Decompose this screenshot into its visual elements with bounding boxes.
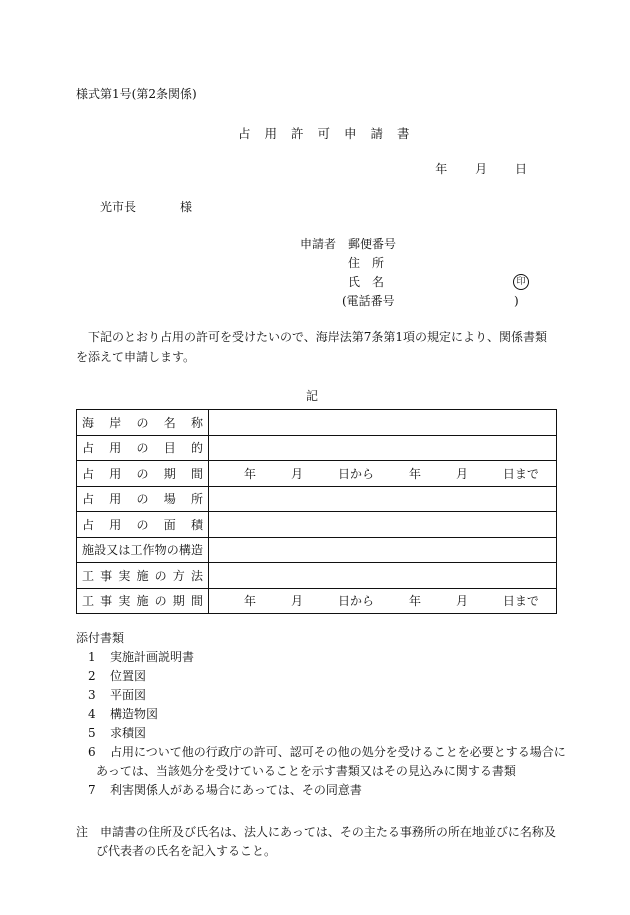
- addressee: [100, 198, 192, 215]
- note: [76, 823, 556, 861]
- period-unit: 日から: [337, 594, 374, 609]
- row-label: [77, 512, 209, 538]
- phone-label: (電話番号: [342, 294, 395, 308]
- addressee-name: 光市長: [100, 200, 137, 214]
- period-unit: 年: [244, 466, 257, 481]
- form-number: 様式第1号(第2条関係): [76, 87, 197, 101]
- attachments-title: 添付書類: [76, 631, 125, 645]
- list-item-text: 占用について他の行政庁の許可、認可その他の処分を受けることを必要とする場合に: [110, 745, 566, 759]
- row-label-text: 工 事 実 施 の 方 法: [82, 568, 203, 583]
- row-value[interactable]: [209, 410, 557, 436]
- note-text: 申請書の住所及び氏名は、法人にあっては、その主たる事務所の所在地並びに名称及: [100, 825, 556, 839]
- list-item-text: 利害関係人がある場合にあっては、その同意書: [110, 783, 362, 797]
- list-item-text: 構造物図: [110, 707, 159, 721]
- table-row: [77, 435, 557, 461]
- row-label-text: 占 用 の 面 積: [82, 517, 203, 532]
- row-value[interactable]: [209, 588, 557, 614]
- period-unit: 年: [408, 594, 421, 609]
- row-label-text: 海 岸 の 名 称: [82, 415, 203, 430]
- note-label: 注: [76, 825, 89, 839]
- row-value[interactable]: [209, 512, 557, 538]
- list-item-number: 1: [88, 650, 96, 664]
- row-label-text: 工 事 実 施 の 期 間: [82, 594, 203, 609]
- list-item-number: 2: [88, 669, 96, 683]
- list-item-number: 5: [88, 726, 96, 740]
- list-item: [76, 648, 566, 667]
- date-day: 日: [514, 162, 527, 176]
- table-row: [77, 410, 557, 436]
- list-item: [76, 705, 566, 724]
- period-unit: 月: [455, 466, 468, 481]
- list-item: [76, 743, 566, 762]
- row-label-text: 占 用 の 期 間: [82, 466, 203, 481]
- row-label-text: 占 用 の 場 所: [82, 492, 203, 507]
- request-statement: 下記のとおり占用の許可を受けたいので、海岸法第7条第1項の規定により、関係書類を添えて申請します。: [76, 330, 548, 364]
- period-field: [214, 465, 551, 482]
- list-item-text: 位置図: [110, 669, 147, 683]
- list-item: [76, 724, 566, 743]
- list-item: [76, 686, 566, 705]
- row-label: [77, 563, 209, 589]
- note-text-cont: び代表者の氏名を記入すること。: [96, 844, 277, 858]
- period-unit: 年: [244, 594, 257, 609]
- table-row: [77, 461, 557, 487]
- list-item: [76, 781, 566, 800]
- list-item-number: 6: [88, 745, 96, 759]
- attachments: [76, 629, 566, 800]
- addressee-honorific: 様: [180, 200, 193, 214]
- period-unit: 月: [455, 594, 468, 609]
- applicant-label: 申請者: [300, 237, 337, 251]
- table-row: [77, 563, 557, 589]
- row-value[interactable]: [209, 461, 557, 487]
- seal-icon: 印: [513, 274, 529, 290]
- period-unit: 年: [408, 466, 421, 481]
- period-unit: 日から: [337, 466, 374, 481]
- row-label: [77, 537, 209, 563]
- row-label: [77, 588, 209, 614]
- list-item-number: 4: [88, 707, 96, 721]
- table-row: [77, 537, 557, 563]
- period-field: [214, 592, 551, 609]
- document-title: 占用許可申請書: [238, 126, 424, 141]
- period-unit: 日まで: [502, 594, 539, 609]
- list-item-text: 実施計画説明書: [110, 650, 195, 664]
- applicant-block: [300, 235, 530, 311]
- row-label: [77, 410, 209, 436]
- row-value[interactable]: [209, 537, 557, 563]
- row-label: [77, 461, 209, 487]
- list-item-continuation: あっては、当該処分を受けていることを示す書類又はその見込みに関する書類: [96, 764, 516, 778]
- row-label: [77, 435, 209, 461]
- date-month: 月: [475, 162, 488, 176]
- name-label: 氏 名: [348, 275, 385, 289]
- row-label-text: 占 用 の 目 的: [82, 441, 203, 456]
- list-item: [76, 667, 566, 686]
- postal-code-label: 郵便番号: [348, 237, 397, 251]
- period-unit: 月: [290, 594, 303, 609]
- phone-close-paren: ): [514, 294, 519, 308]
- period-unit: 日まで: [502, 466, 539, 481]
- table-row: [77, 512, 557, 538]
- row-label: [77, 486, 209, 512]
- list-item-number: 7: [88, 783, 96, 797]
- period-unit: 月: [290, 466, 303, 481]
- date-line: [0, 160, 527, 177]
- list-item-text: 平面図: [110, 688, 147, 702]
- row-value[interactable]: [209, 563, 557, 589]
- row-value[interactable]: [209, 435, 557, 461]
- date-year: 年: [435, 162, 448, 176]
- address-label: 住 所: [348, 256, 385, 270]
- row-label-text: 施 設 又 は 工 作 物 の 構 造: [82, 543, 203, 558]
- row-value[interactable]: [209, 486, 557, 512]
- table-row: [77, 588, 557, 614]
- list-item-number: 3: [88, 688, 96, 702]
- table-row: [77, 486, 557, 512]
- list-item-text: 求積図: [110, 726, 147, 740]
- application-table: [76, 409, 557, 614]
- ki-heading: 記: [306, 389, 319, 403]
